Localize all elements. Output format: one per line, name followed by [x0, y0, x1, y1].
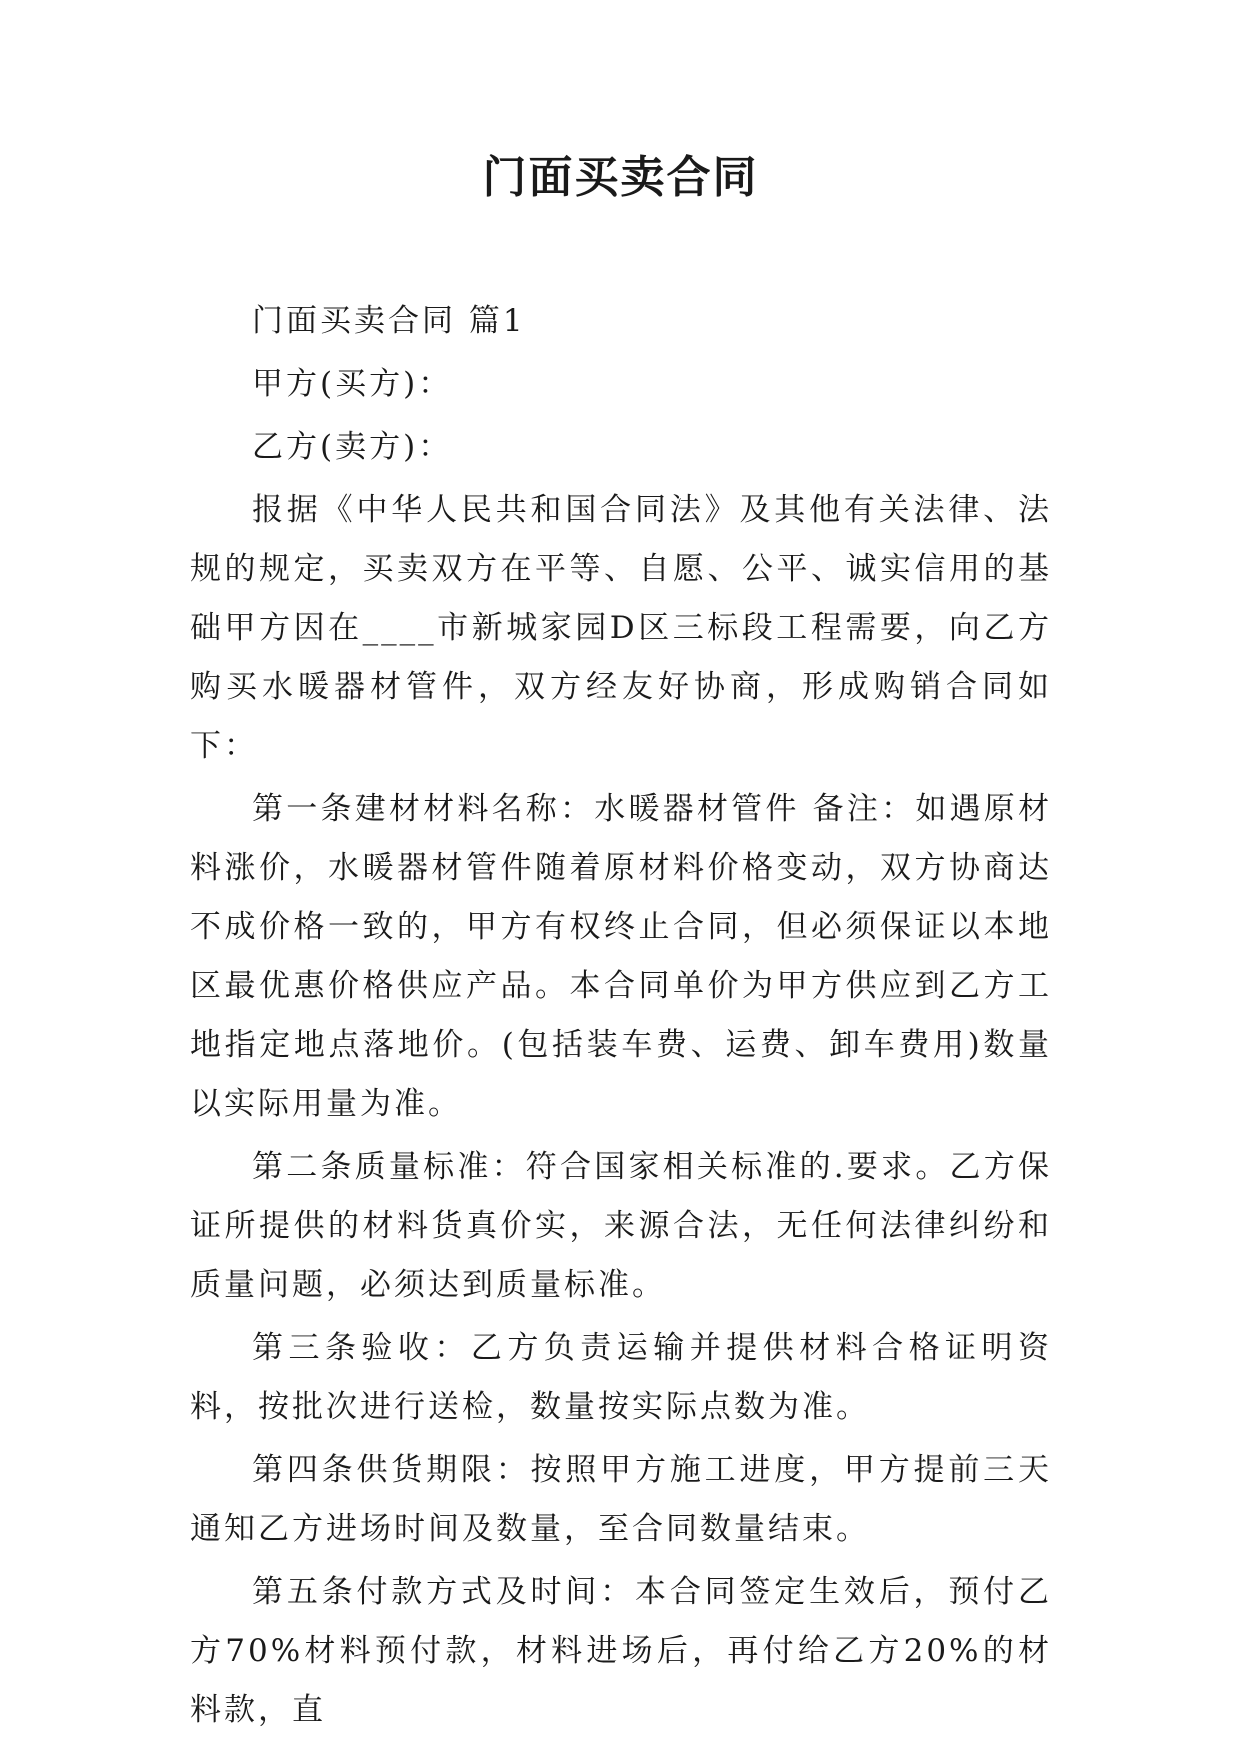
article-2-paragraph: 第二条质量标准：符合国家相关标准的.要求。乙方保证所提供的材料货真价实，来源合法，无任何法律纠纷和质量问题，必须达到质量标准。 [190, 1149, 1052, 1303]
article-4-paragraph: 第四条供货期限：按照甲方施工进度，甲方提前三天通知乙方进场时间及数量，至合同数量结束。 [190, 1452, 1052, 1547]
document-body [190, 292, 1052, 1744]
preamble-paragraph: 报据《中华人民共和国合同法》及其他有关法律、法规的规定，买卖双方在平等、自愿、公平、诚实信用的基础甲方因在____市新城家园D区三标段工程需要，向乙方购买水暖器材管件，双方经友好协商，形成购销合同如下： [190, 492, 1052, 764]
document-title: 门面买卖合同 [482, 152, 759, 203]
article-1-paragraph: 第一条建材材料名称：水暖器材管件 备注：如遇原材料涨价，水暖器材管件随着原材料价格变动，双方协商达不成价格一致的，甲方有权终止合同，但必须保证以本地区最优惠价格供应产品。本合同单价为甲方供应到乙方工地指定地点落地价。(包括装车费、运费、卸车费用)数量以实际用量为准。 [190, 791, 1052, 1122]
party-b-line: 乙方(卖方)： [252, 429, 453, 465]
party-a-line: 甲方(买方)： [252, 366, 453, 402]
article-5-paragraph: 第五条付款方式及时间：本合同签定生效后，预付乙方70%材料预付款，材料进场后，再付给乙方20%的材料款，直 [190, 1574, 1052, 1728]
article-3-paragraph: 第三条验收：乙方负责运输并提供材料合格证明资料，按批次进行送检，数量按实际点数为准。 [190, 1330, 1052, 1425]
section-heading: 门面买卖合同 篇1 [252, 303, 526, 339]
